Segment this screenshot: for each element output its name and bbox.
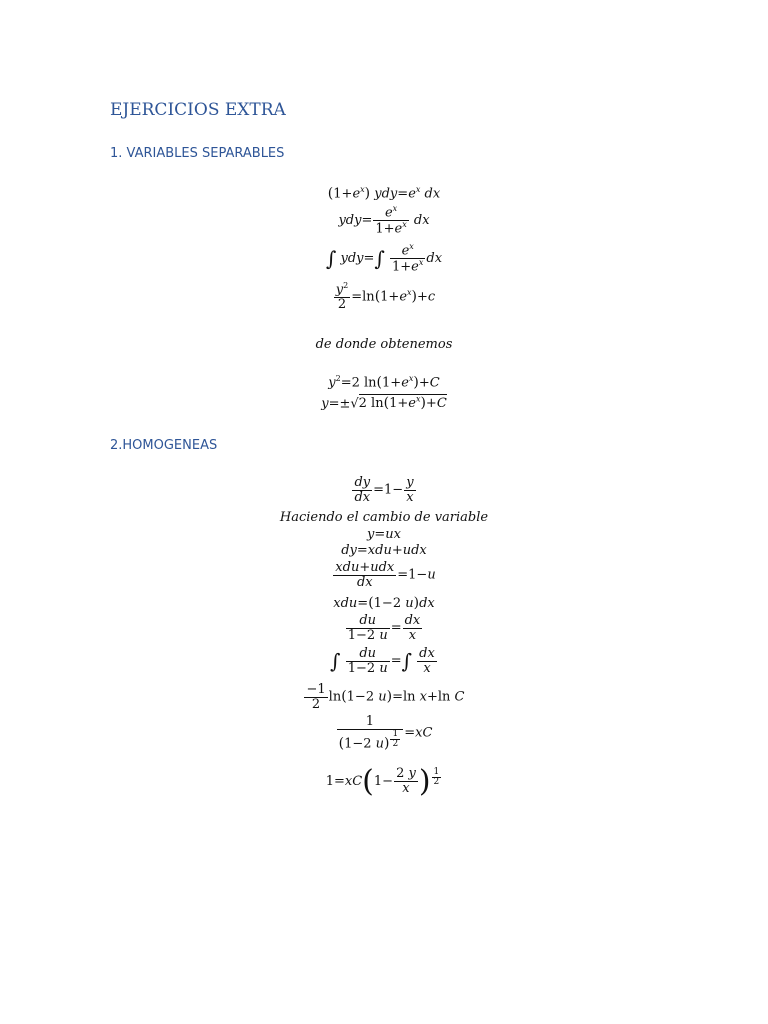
section-2-heading: 2.HOMOGENEAS [110,438,218,453]
equation-13: ∫ $\frac{du}{1-2 u}$ =∫ $\frac{dx}{x}$ [330,646,435,676]
equation-4: $\frac{y^2}{2}$ $=\ln(1+e^x)+c$ [335,281,436,312]
equation-11: xdu=(1−2 u)dx [333,595,435,611]
equation-6: y=±√2 $\ln(1+e^x)+C$ [321,395,447,412]
equation-1: $(1+e^x)$ $ydy=e^x$ dx [327,185,441,202]
equation-15: 1 (1−2 u) $^{\frac{1}{2}}$ =xC [338,714,433,751]
section-1-text: de donde obtenemos [315,337,453,352]
equation-2: ydy= $\frac{e^x}{1+e^x}$ dx [338,204,430,237]
equation-9: dy=xdu+udx [341,543,427,558]
equation-14: $\frac{-1}{2}$ ln(1−2 u)=ln x+ln C [306,682,465,712]
equation-12: $\frac{du}{1-2 u}$ = $\frac{dx}{x}$ [347,613,421,643]
section-1-heading: 1. VARIABLES SEPARABLES [110,146,285,161]
equation-8: y=ux [367,527,401,542]
equation-7: $\frac{dy}{dx}$ =1− $\frac{y}{x}$ [354,475,414,505]
document-title: EJERCICIOS EXTRA [110,100,286,120]
equation-16: 1=xC(1− $\frac{2 y}{x}$ ) $^{\frac{1}{2}}$ [325,764,440,799]
equation-3: ∫ ydy=∫ $\frac{e^x}{1+e^x}$ dx [325,242,443,275]
section-2-text: Haciendo el cambio de variable [279,510,489,525]
equation-5: $y^2=2$ $\ln(1+e^x)+C$ [328,374,440,391]
equation-10: $\frac{\text{xdu+udx}}{dx}$ =1−u [335,560,436,590]
